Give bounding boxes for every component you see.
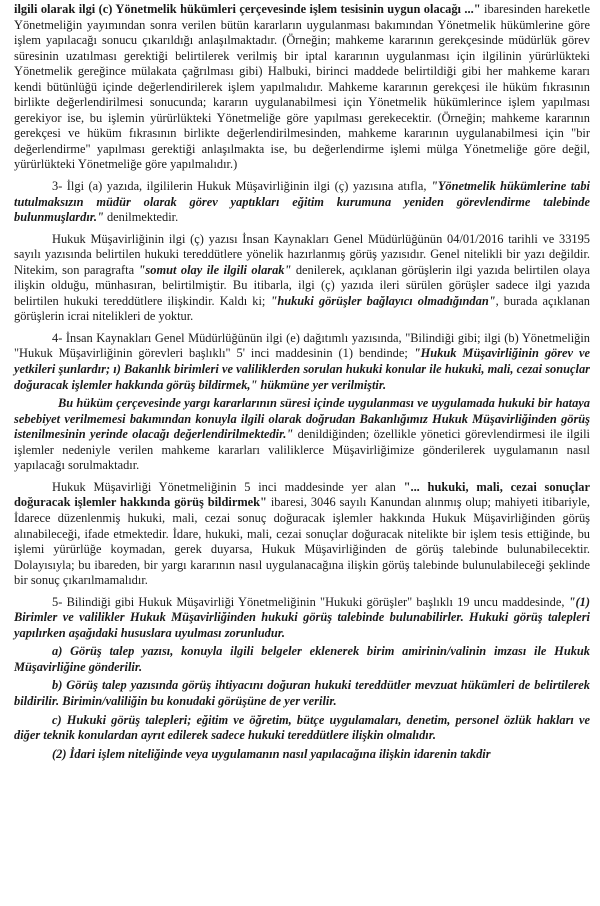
- paragraph-5: [14, 595, 590, 642]
- body-text: 5- Bilindiği gibi Hukuk Müşavirliği Yönetmeliğinin "Hukuki görüşler" başlıklı 19 uncu maddesinde,: [52, 594, 569, 609]
- quoted-text: "(1) Birimler ve valilikler Hukuk Müşavirliğinden hukuki görüş talebinde bulunabilirler. Hukuki görüş talepleri yapılırken aşağıdaki hususlara uyulması zorunludur.: [14, 594, 590, 640]
- paragraph-3-b: [14, 232, 590, 325]
- quoted-text: "somut olay ile ilgili olarak": [138, 262, 292, 277]
- quoted-text: "Hukuk Müşavirliğinin görev ve yetkileri şunlardır; ı) Bakanlık birimleri ve valiliklerden sorulan hukuki konular ile hukuki, mali, cezai sonuçlar doğuracak işlemler hakkında görüş bildirmek," hükmüne yer verilmiştir.: [14, 346, 590, 392]
- quoted-text: "hukuki görüşler bağlayıcı olmadığından": [270, 293, 496, 308]
- quoted-text: "Yönetmelik hükümlerine tabi tutulmaksızın müdür olarak görev yaptıkları eğitim kurumuna yeniden görevlendirme talebinde bulunmuşlardır.": [14, 179, 590, 225]
- list-item-2: (2) İdari işlem niteliğinde veya uygulamanın nasıl yapılacağına ilişkin idarenin takdir: [52, 746, 491, 761]
- body-text: , burada açıklanan görüşlerin icrai nitelikleri de yoktur.: [14, 293, 590, 324]
- quoted-text: "... hukuki, mali, cezai sonuçlar doğuracak işlemler hakkında görüş bildirmek": [14, 479, 590, 510]
- body-text: 4- İnsan Kaynakları Genel Müdürlüğünün ilgi (e) dağıtımlı yazısında, "Bilindiği gibi; ilgi (b) Yönetmeliğin "Hukuk Müşavirliğinin görevleri başlıklı" 5' inci maddesinin (1) bendinde;: [14, 330, 590, 361]
- body-text: denilmektedir.: [103, 210, 179, 225]
- list-item-b: b) Görüş talep yazısında görüş ihtiyacını doğuran hukuki tereddütler mevzuat hükümleri de belirtilerek bildirilir. Birimin/valiliğin bu konudaki görüşüne de yer verilir.: [14, 678, 590, 708]
- body-text: ibaresi, 3046 sayılı Kanundan alınmış olup; mahiyeti itibariyle, İdarece düzenlenmiş hukuki, mali, cezai sonuç doğuracak işlemler hakkında Hukuk Müşavirliğinden görüş alınabileceği, ifade etmektedir. İdare, hukuki, mali, cezai sonuçlar doğuracak nitelikte bir işlem tesis ettiğinde, bu işlemi yürürlüğe koymadan, gerek duyarsa, Hukuk Müşavirliğinden de görüş talebinde bulunabilecektir. Dolayısıyla; bu ibareden, bir yargı kararının nasıl uygulanacağına ilişkin görüş talebinde bulunulabileceği şeklinde bir sonuç çıkarılmamalıdır.: [14, 495, 590, 588]
- body-text: ibaresinden hareketle Yönetmeliğin yayımından sonra verilen bütün kararların uygulanması bakımından Yönetmelik hükümlerine göre işlem yapılacağı sonucu çıkarıldığı anlaşılmaktadır. (Örneğin; mahkeme kararının gerekçesinde müdürlük görev süresinin uzatılması gerektiği belirtilerek verilmiş bir iptal kararının uygulanması için ilgilinin yürürlükteki Yönetmelik gereğince mülakata çağrılması gibi) Halbuki, birinci maddede belirtildiği gibi her mahkeme kararı kendi bütünlüğü içinde değerlendirilerek işlem yapılmalıdır. Mahkeme kararının gerekçesi ile hüküm fıkrasının birlikte değerlendirilmesi sonucunda; kararın uygulanabilmesi için Yönetmelik hükümlerince işlem yapılması gerekiyor ise, bu işlemin yürürlükteki Yönetmeliğe göre yapılması gerekecektir. (Örneğin; mahkeme kararının gerekçesi ve hüküm fıkrasının birlikte değerlendirilmesinden, mahkeme kararının uygulanabilmesi için "bir değerlendirme" yapılması gerektiği anlaşılmakta ise, bu değerlendirme işlemi mülga Yönetmeliğe göre değil, yürürlükteki Yönetmeliğe göre yapılmalıdır.): [14, 2, 590, 172]
- paragraph-4: [14, 331, 590, 393]
- list-item-a: a) Görüş talep yazısı, konuyla ilgili belgeler eklenerek birim amirinin/valinin imzası ile Hukuk Müşavirliğine gönderilir.: [14, 644, 590, 674]
- body-text: 3- İlgi (a) yazıda, ilgililerin Hukuk Müşavirliğinin ilgi (ç) yazısına atıfla,: [52, 179, 431, 194]
- body-text: denilerek, açıklanan görüşlerin ilgi yazıda belirtilen olaya ilişkin olduğu, münhasıran, belirtilmiştir. Bu itibarla, ilgi (ç) yazıda ileri sürülen görüşler sadece ilgi yazıda belirtilen hukuki tereddütlere ilişkindir. Kaldı ki;: [14, 262, 590, 308]
- quoted-text: Bu hüküm çerçevesinde yargı kararlarının süresi içinde uygulanması ve uygulamada hukuki bir hataya sebebiyet verilmemesi bakımından konuyla ilgili olarak doğrudan Bakanlığımız Hukuk Müşavirliğinden görüş istenilmesinin yerinde olacağı değerlendirilmektedir.": [14, 396, 590, 442]
- paragraph-4-c: [14, 480, 590, 589]
- body-text: Hukuk Müşavirliğinin ilgi (ç) yazısı İnsan Kaynakları Genel Müdürlüğünün 04/01/2016 tarihli ve 33195 sayılı yazısında belirtilen hukuki tereddütlere yönelik hazırlanmış görüş yazısıdır. Genel nitelikli bir yazı değildir. Nitekim, son paragrafta: [14, 231, 590, 277]
- paragraph-1: [14, 2, 590, 173]
- body-text: denildiğinden; özellikle yönetici görevlendirmesi ile ilgili işlemler nedeniyle verilen mahkeme kararları valiliklerce Müşavirliğimize gönderilerek uygulamanın nasıl yapılacağı sorulmaktadır.: [14, 427, 591, 473]
- paragraph-3: [14, 179, 590, 226]
- list-item-c: c) Hukuki görüş talepleri; eğitim ve öğretim, bütçe uygulamaları, denetim, personel özlük hakları ve diğer teknik konulardan ayrıt edilerek sadece hukuki tereddütlere ilişkin olmalıdır.: [14, 712, 590, 743]
- body-text: Hukuk Müşavirliği Yönetmeliğinin 5 inci maddesinde yer alan: [52, 479, 404, 494]
- paragraph-4-b: [14, 396, 590, 474]
- quoted-text: ilgili olarak ilgi (c) Yönetmelik hükümleri çerçevesinde işlem tesisinin uygun olacağı ...": [14, 2, 481, 16]
